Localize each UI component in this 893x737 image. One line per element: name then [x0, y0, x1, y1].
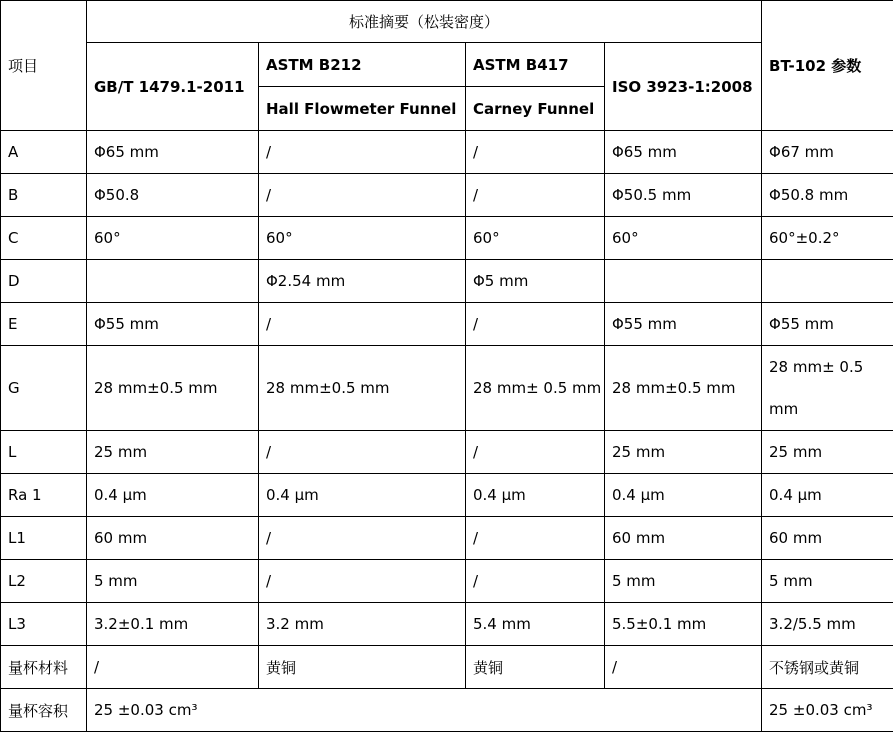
bt-cell — [762, 260, 893, 303]
gbt-cell: 25 mm — [87, 431, 259, 474]
b212-cell: Φ2.54 mm — [259, 260, 466, 303]
volume-row — [1, 689, 893, 732]
table-row — [1, 260, 893, 303]
standards-group-header: 标准摘要（松装密度） — [87, 1, 762, 43]
b212-cell: 0.4 μm — [259, 474, 466, 517]
bt-cell: 不锈钢或黄铜 — [762, 646, 893, 689]
b417-cell: / — [466, 517, 605, 560]
b417-cell: / — [466, 174, 605, 217]
iso-cell: 60° — [605, 217, 762, 260]
item-cell: B — [1, 174, 87, 217]
b417-cell: / — [466, 431, 605, 474]
item-cell: A — [1, 131, 87, 174]
table-row — [1, 560, 893, 603]
header-row-2 — [1, 43, 893, 87]
header-row-1 — [1, 1, 893, 43]
item-cell: G — [1, 346, 87, 431]
gbt-cell: 60 mm — [87, 517, 259, 560]
bt-cell: 3.2/5.5 mm — [762, 603, 893, 646]
iso-cell: 28 mm±0.5 mm — [605, 346, 762, 431]
bt-cell: Φ67 mm — [762, 131, 893, 174]
iso-cell: 60 mm — [605, 517, 762, 560]
iso-cell: Φ50.5 mm — [605, 174, 762, 217]
item-cell: D — [1, 260, 87, 303]
gbt-cell: 3.2±0.1 mm — [87, 603, 259, 646]
bt-cell: Φ55 mm — [762, 303, 893, 346]
b212-cell: / — [259, 517, 466, 560]
b417-cell: 黄铜 — [466, 646, 605, 689]
bt-cell: 25 ±0.03 cm³ — [762, 689, 893, 732]
astm-b417-header: ASTM B417 — [466, 43, 605, 87]
gbt-cell: / — [87, 646, 259, 689]
bt-cell: 60°±0.2° — [762, 217, 893, 260]
item-cell: L — [1, 431, 87, 474]
gbt-header: GB/T 1479.1-2011 — [87, 43, 259, 131]
gbt-cell: 5 mm — [87, 560, 259, 603]
bt-cell: Φ50.8 mm — [762, 174, 893, 217]
gbt-cell: 28 mm±0.5 mm — [87, 346, 259, 431]
iso-cell: Φ65 mm — [605, 131, 762, 174]
gbt-cell — [87, 260, 259, 303]
table-row — [1, 517, 893, 560]
table-row — [1, 303, 893, 346]
gbt-cell: Φ50.8 — [87, 174, 259, 217]
b417-cell: / — [466, 131, 605, 174]
astm-b417-subheader: Carney Funnel — [466, 87, 605, 131]
bt-cell: 5 mm — [762, 560, 893, 603]
item-cell: E — [1, 303, 87, 346]
gbt-cell: Φ65 mm — [87, 131, 259, 174]
bt-cell: 60 mm — [762, 517, 893, 560]
item-cell: Ra 1 — [1, 474, 87, 517]
iso-cell: 5.5±0.1 mm — [605, 603, 762, 646]
iso-cell: Φ55 mm — [605, 303, 762, 346]
gbt-cell: Φ55 mm — [87, 303, 259, 346]
item-header: 项目 — [1, 1, 87, 131]
iso-cell: 25 mm — [605, 431, 762, 474]
bt-cell: 28 mm± 0.5 mm — [762, 346, 893, 431]
table-row — [1, 431, 893, 474]
bt-cell: 25 mm — [762, 431, 893, 474]
b417-cell: 60° — [466, 217, 605, 260]
b417-cell: / — [466, 303, 605, 346]
b417-cell: / — [466, 560, 605, 603]
b417-cell: Φ5 mm — [466, 260, 605, 303]
b212-cell: / — [259, 560, 466, 603]
iso-cell — [605, 260, 762, 303]
b212-cell: / — [259, 131, 466, 174]
table-row — [1, 174, 893, 217]
b212-cell: / — [259, 303, 466, 346]
b212-cell: 3.2 mm — [259, 603, 466, 646]
item-cell: C — [1, 217, 87, 260]
b212-cell: 60° — [259, 217, 466, 260]
iso-cell: 0.4 μm — [605, 474, 762, 517]
b417-cell: 28 mm± 0.5 mm — [466, 346, 605, 431]
bt-cell: 0.4 μm — [762, 474, 893, 517]
b212-cell: 黄铜 — [259, 646, 466, 689]
iso-header: ISO 3923-1:2008 — [605, 43, 762, 131]
table-row — [1, 131, 893, 174]
table-row — [1, 603, 893, 646]
b417-cell: 0.4 μm — [466, 474, 605, 517]
item-cell: L1 — [1, 517, 87, 560]
iso-cell: 5 mm — [605, 560, 762, 603]
item-cell: 量杯容积 — [1, 689, 87, 732]
gbt-cell: 60° — [87, 217, 259, 260]
table-row — [1, 474, 893, 517]
table-row — [1, 217, 893, 260]
astm-b212-header: ASTM B212 — [259, 43, 466, 87]
b212-cell: 28 mm±0.5 mm — [259, 346, 466, 431]
iso-cell: / — [605, 646, 762, 689]
item-cell: L3 — [1, 603, 87, 646]
standards-volume-cell: 25 ±0.03 cm³ — [87, 689, 762, 732]
item-cell: 量杯材料 — [1, 646, 87, 689]
gbt-cell: 0.4 μm — [87, 474, 259, 517]
table-row — [1, 346, 893, 431]
b212-cell: / — [259, 174, 466, 217]
b212-cell: / — [259, 431, 466, 474]
table-row — [1, 646, 893, 689]
b417-cell: 5.4 mm — [466, 603, 605, 646]
item-cell: L2 — [1, 560, 87, 603]
bt-header: BT-102 参数 — [762, 1, 893, 131]
astm-b212-subheader: Hall Flowmeter Funnel — [259, 87, 466, 131]
